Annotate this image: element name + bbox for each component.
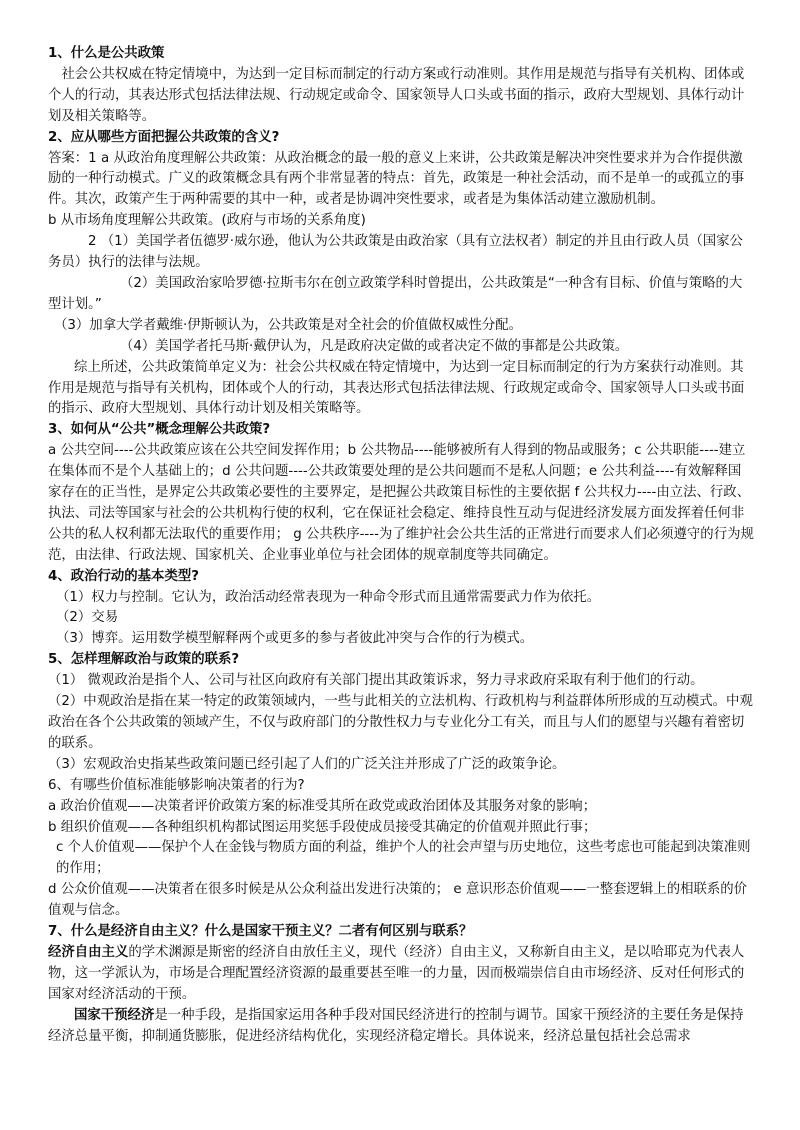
q7-p2-text: 是一种手段，是指国家运用各种手段对国民经济进行的控制与调节。国家干预经济的主要任务是保持经济总量平衡，抑制通货膨胀，促进经济结构优化，实现经济稳定增长。具体说来，经济总量包括社会总需求: [48, 1007, 744, 1044]
q2-title: 2、应从哪些方面把握公共政策的含义?: [48, 129, 280, 145]
q2-b: b 从市场角度理解公共政策。(政府与市场的关系角度): [48, 213, 366, 229]
q2-p2-2: [48, 274, 754, 316]
q2-p2-1-text: 2 （1）美国学者伍德罗·威尔逊，他认为公共政策是由政治家（具有立法权者）制定的并且由行政人员（国家公务员）执行的法律与法规。: [48, 234, 743, 271]
q3-title: 3、如何从“公共”概念理解公共政策?: [48, 422, 271, 438]
q5-p2: （2）中观政治是指在某一特定的政策领域内，一些与此相关的立法机构、行政机构与利益群体所形成的互动模式。中观政治在各个公共政策的领域产生，不仅与政府部门的分散性权力与专业化分工有关，而且与人们的愿望与兴趣有着密切的联系。: [48, 694, 753, 751]
q4-item-3: （3）博弈。运用数学模型解释两个或更多的参与者彼此冲突与合作的行为模式。: [56, 631, 534, 647]
q2-answer: 答案：1 a 从政治角度理解公共政策：从政治概念的最一般的意义上来讲，公共政策是解决冲突性要求并为合作提供激励的一种行动模式。广义的政策概念具有两个非常显著的特点：首先，政策是一种社会活动，而不是单一的或孤立的事件。其次，政策产生于两种需要的其中一种，或者是协调冲突性要求，或者是为集体活动建立激励机制。: [48, 150, 745, 208]
q6-de: d 公众价值观——决策者在很多时候是从公众利益出发进行决策的； e 意识形态价值观——一整套逻辑上的相联系的价值观与信念。: [48, 882, 748, 919]
q7-p1-term: 经济自由主义: [48, 944, 129, 960]
q6-c: c 个人价值观——保护个人在金钱与物质方面的利益，维护个人的社会声望与历史地位，这些考虑也可能起到决策准则的作用；: [56, 840, 751, 877]
q2-p2-3-text: （3）加拿大学者戴维·伊斯顿认为，公共政策是对全社会的价值做权威性分配。: [54, 317, 523, 333]
q2-summary: 综上所述，公共政策简单定义为：社会公共权威在特定情境中，为达到一定目标而制定的行为方案获行动准则。其作用是规范与指导有关机构，团体或个人的行动，其表达形式包括法律法规、行政规定或命令、国家领导人口头或书面的指示、政府大型规划、具体行动计划及相关策略等。: [48, 359, 745, 417]
q2-p2-3: [48, 316, 754, 337]
q1-title: 1、什么是公共政策: [48, 46, 165, 61]
q5-p1: （1） 微观政治是指个人、公司与社区向政府有关部门提出其政策诉求，努力寻求政府采取有利于他们的行动。: [48, 673, 704, 689]
q6-title: 6、有哪些价值标准能够影响决策者的行为?: [48, 777, 305, 793]
q3-body: a 公共空间----公共政策应该在公共空间发挥作用；b 公共物品----能够被所有人得到的物品或服务；c 公共职能----建立在集体而不是个人基础上的；d 公共问题----公共政策要处理的是公共问题而不是私人问题；e 公共利益----有效解释国家存在的正当性，是界定公共政策必要性的主要界定，是把握公共政策目标性的主要依据 f 公共权力----由立法、行政、执法、司法等国家与社会的公共机构行使的权利，它在保证社会稳定、维持良性互动与促进经济发展方面发挥着任何非公共的私人权利都无法取代的重要作用； g 公共秩序----为了维护社会公共生活的正常进行而要求人们必须遵守的行为规范，由法律、行政法规、国家机关、企业事业单位与社会团体的规章制度等共同确定。: [48, 443, 754, 563]
q7-title: 7、什么是经济自由主义？什么是国家干预主义？二者有何区别与联系？: [48, 924, 473, 940]
q5-p3: （3）宏观政治史指某些政策问题已经引起了人们的广泛关注并形成了广泛的政策争论。: [48, 756, 566, 772]
q2-p2-1: [48, 232, 754, 274]
q2-p2-2-text: （2）美国政治家哈罗德·拉斯韦尔在创立政策学科时曾提出，公共政策是“一种含有目标、价值与策略的大型计划。”: [48, 275, 743, 312]
q4-title: 4、政治行动的基本类型?: [48, 568, 199, 584]
q7-p1-text: 的学术渊源是斯密的经济自由放任主义，现代（经济）自由主义，又称新自由主义，是以哈耶克为代表人物，这一学派认为，市场是合理配置经济资源的最重要甚至唯一的力量，因而极端崇信自由市场经济、反对任何形式的国家对经济活动的干预。: [48, 944, 745, 1002]
q4-item-1: （1）权力与控制。它认为，政治活动经常表现为一种命令形式而且通常需要武力作为依托。: [56, 589, 601, 605]
q6-a: a 政治价值观——决策者评价政策方案的标准受其所在政党或政治团体及其服务对象的影响；: [48, 798, 597, 814]
q5-title: 5、怎样理解政治与政策的联系?: [48, 652, 240, 668]
q2-p2-4-text: （4）美国学者托马斯·戴伊认为，凡是政府决定做的或者决定不做的事都是公共政策。: [120, 338, 629, 354]
q7-p1: [48, 943, 754, 1006]
q7-p2: [48, 1006, 754, 1048]
q2-p2-4: [48, 337, 754, 358]
q7-p2-term: 国家干预经济: [74, 1007, 155, 1023]
q4-item-2: （2）交易: [56, 610, 119, 626]
q1-body: 社会公共权威在特定情境中，为达到一定目标而制定的行动方案或行动准则。其作用是规范与指导有关机构、团体或个人的行动，其表达形式包括法律法规、行动规定或命令、国家领导人口头或书面的指示，政府大型规划、具体行动计划及相关策略等。: [48, 66, 745, 124]
q6-b: b 组织价值观——各种组织机构都试图运用奖惩手段使成员接受其确定的价值观并照此行事；: [48, 819, 597, 835]
